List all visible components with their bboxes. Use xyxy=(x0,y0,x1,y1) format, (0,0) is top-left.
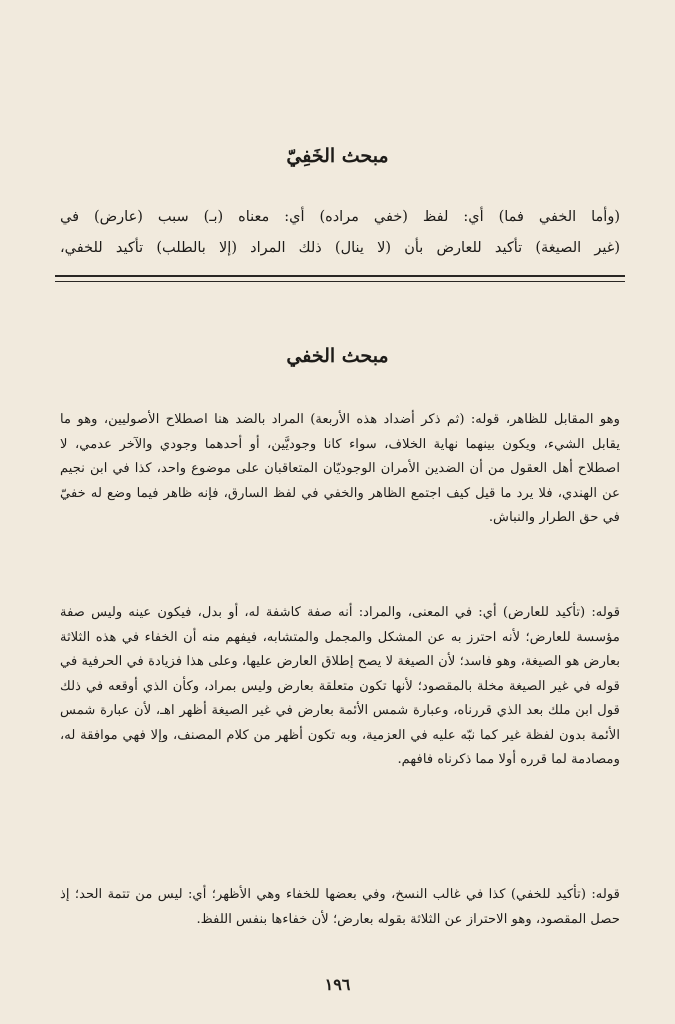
separator-thick xyxy=(55,275,625,277)
matn-line-1: (وأما الخفي فما) أي: لفظ (خفي مراده) أي: معناه (بـ) سبب (عارض) في xyxy=(60,209,620,225)
paragraph-1: وهو المقابل للظاهر، قوله: (ثم ذكر أضداد هذه الأربعة) المراد بالضد هنا اصطلاح الأصوليين، وهو ما يقابل الشيء، ويكون بينهما نهاية الخلاف، سواء كانا وجوديَّين، أو أحدهما وجودي والآخر عدمي، لا اصطلاح أهل العقول من أن الضدين الأمران الوجوديّان المتعاقبان على موضوع واحد، كذا في ابن نجيم عن الهندي، فلا يرد ما قيل كيف اجتمع الظاهر والخفي في لفظ السارق، فإنه ظاهر فيما وضع له خفيّ في حق الطرار والنباش. xyxy=(60,412,620,525)
heading-matn: مبحث الخَفِيّ xyxy=(286,145,389,167)
paragraph-2: قوله: (تأكيد للعارض) أي: في المعنى، والمراد: أنه صفة كاشفة له، أو بدل، فيكون عينه وليس صفة مؤسسة للعارض؛ لأنه احترز به عن المشكل والمجمل والمتشابه، فيفهم منه أن الخفاء في هذه الثلاثة بعارض هو الصيغة، وهو فاسد؛ لأن الصيغة لا يصح إطلاق العارض عليها، وعلى هذا فزيادة في الحرفية في قوله في غير الصيغة مخلة بالمقصود؛ لأنها تكون متعلقة بعارض وليس بمراد، وكأن الذي أوقعه في ذلك قول ابن ملك بعد الذي قررناه، وعبارة شمس الأئمة بعارض في غير الصيغة أظهر اهـ، لأن عبارة شمس الأئمة بدون لفظة غير كما نبّه عليه في العزمية، وبه تكون أظهر من كلام المصنف، وإلا فهي موافقة له، ومصادمة لما قرره أولا مما ذكرناه فافهم. xyxy=(60,605,620,767)
matn-line-2: (غير الصيغة) تأكيد للعارض بأن (لا ينال) ذلك المراد (إلا بالطلب) تأكيد للخفي، xyxy=(60,240,620,256)
paragraph-3: قوله: (تأكيد للخفي) كذا في غالب النسخ، وفي بعضها للخفاء وهي الأظهر؛ أي: ليس من تتمة الحد؛ إذ حصل المقصود، وهو الاحتراز عن الثلاثة بقوله بعارض؛ لأن خفاءها بنفس اللفظ. xyxy=(60,887,620,927)
page-number: ١٩٦ xyxy=(324,975,351,994)
heading-sharh: مبحث الخفي xyxy=(286,345,389,367)
separator-thin xyxy=(55,281,625,282)
